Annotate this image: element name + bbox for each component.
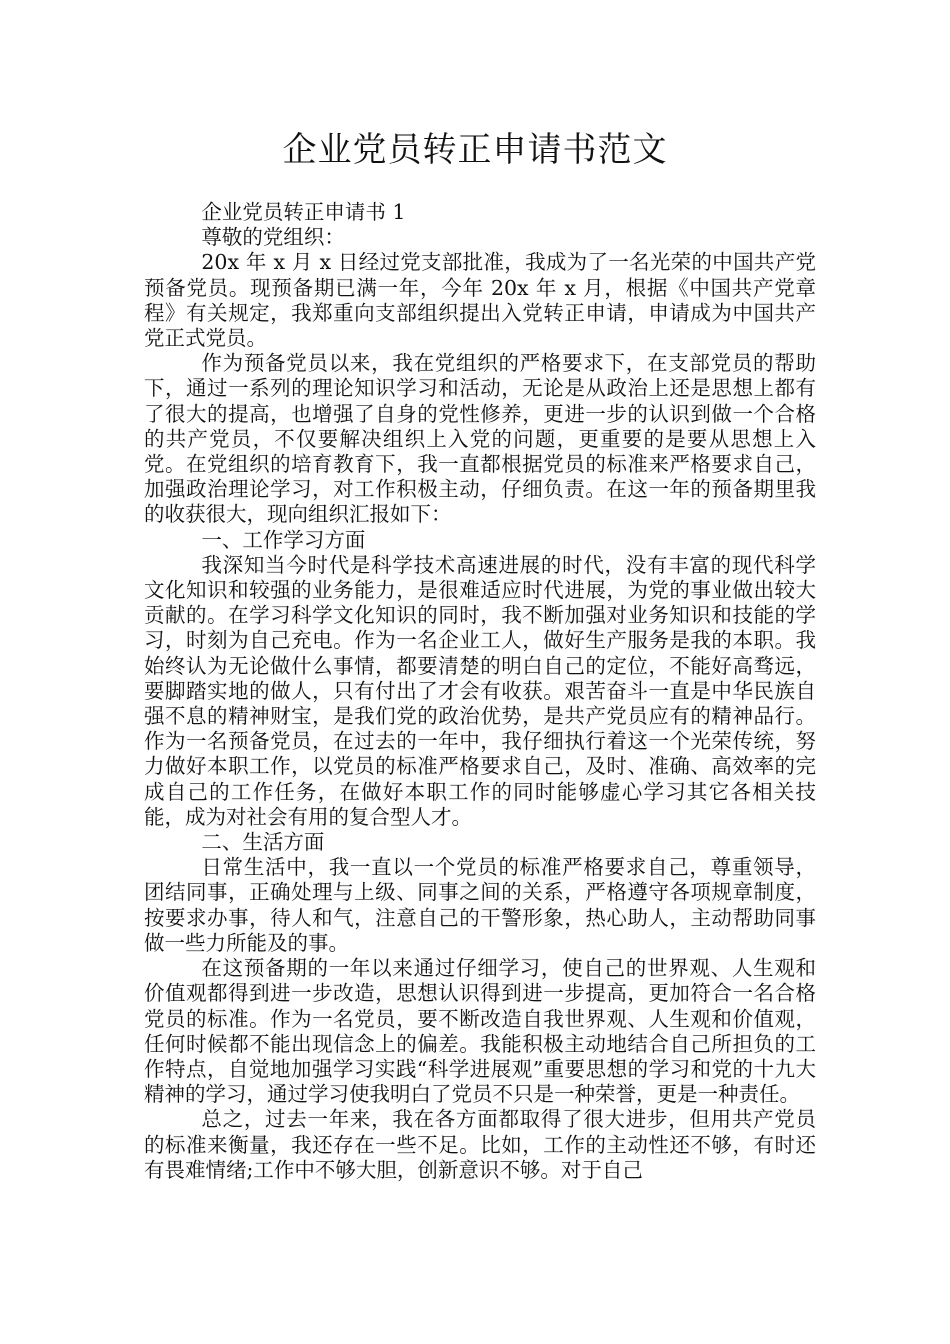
body-paragraph: 20x 年 x 月 x 日经过党支部批准，我成为了一名光荣的中国共产党预备党员。现预备期已满一年，今年 20x 年 x 月，根据《中国共产党章程》有关规定，我郑重向支部组织提出入党转正申请，申请成为中国共产党正式党员。 bbox=[144, 250, 816, 351]
salutation-paragraph: 尊敬的党组织： bbox=[201, 225, 345, 250]
section-heading: 一、工作学习方面 bbox=[201, 527, 366, 552]
document-title: 企业党员转正申请书范文 bbox=[282, 130, 668, 170]
body-paragraph: 日常生活中，我一直以一个党员的标准严格要求自己，尊重领导，团结同事，正确处理与上级、同事之间的关系，严格遵守各项规章制度，按要求办事，待人和气，注意自己的干警形象，热心助人，主动帮助同事做一些力所能及的事。 bbox=[144, 855, 816, 955]
body-paragraph: 总之，过去一年来，我在各方面都取得了很大进步，但用共产党员的标准来衡量，我还存在一些不足。比如，工作的主动性还不够，有时还有畏难情绪;工作中不够大胆，创新意识不够。对于自己 bbox=[144, 1107, 816, 1182]
section-heading: 二、生活方面 bbox=[201, 830, 325, 855]
body-paragraph: 在这预备期的一年以来通过仔细学习，使自己的世界观、人生观和价值观都得到进一步改造，思想认识得到进一步提高，更加符合一名合格党员的标准。作为一名党员，要不断改造自我世界观、人生观和价值观，任何时候都不能出现信念上的偏差。我能积极主动地结合自己所担负的工作特点，自觉地加强学习实践“科学进展观”重要思想的学习和党的十九大精神的学习，通过学习使我明白了党员不只是一种荣誉，更是一种责任。 bbox=[144, 956, 816, 1107]
body-paragraph: 我深知当今时代是科学技术高速进展的时代，没有丰富的现代科学文化知识和较强的业务能力，是很难适应时代进展，为党的事业做出较大贡献的。在学习科学文化知识的同时，我不断加强对业务知识和技能的学习，时刻为自己充电。作为一名企业工人，做好生产服务是我的本职。我始终认为无论做什么事情，都要清楚的明白自己的定位，不能好高骛远，要脚踏实地的做人，只有付出了才会有收获。艰苦奋斗一直是中华民族自强不息的精神财宝，是我们党的政治优势，是共产党员应有的精神品行。作为一名预备党员，在过去的一年中，我仔细执行着这一个光荣传统，努力做好本职工作，以党员的标准严格要求自己，及时、准确、高效率的完成自己的工作任务，在做好本职工作的同时能够虚心学习其它各相关技能，成为对社会有用的复合型人才。 bbox=[144, 552, 816, 829]
subtitle-paragraph: 企业党员转正申请书 1 bbox=[201, 200, 406, 224]
document-body bbox=[144, 200, 816, 1183]
body-paragraph: 作为预备党员以来，我在党组织的严格要求下，在支部党员的帮助下，通过一系列的理论知识学习和活动，无论是从政治上还是思想上都有了很大的提高，也增强了自身的党性修养，更进一步的认识到做一个合格的共产党员，不仅要解决组织上入党的问题，更重要的是要从思想上入党。在党组织的培育教育下，我一直都根据党员的标准来严格要求自己，加强政治理论学习，对工作积极主动，仔细负责。在这一年的预备期里我的收获很大，现向组织汇报如下： bbox=[144, 351, 816, 527]
